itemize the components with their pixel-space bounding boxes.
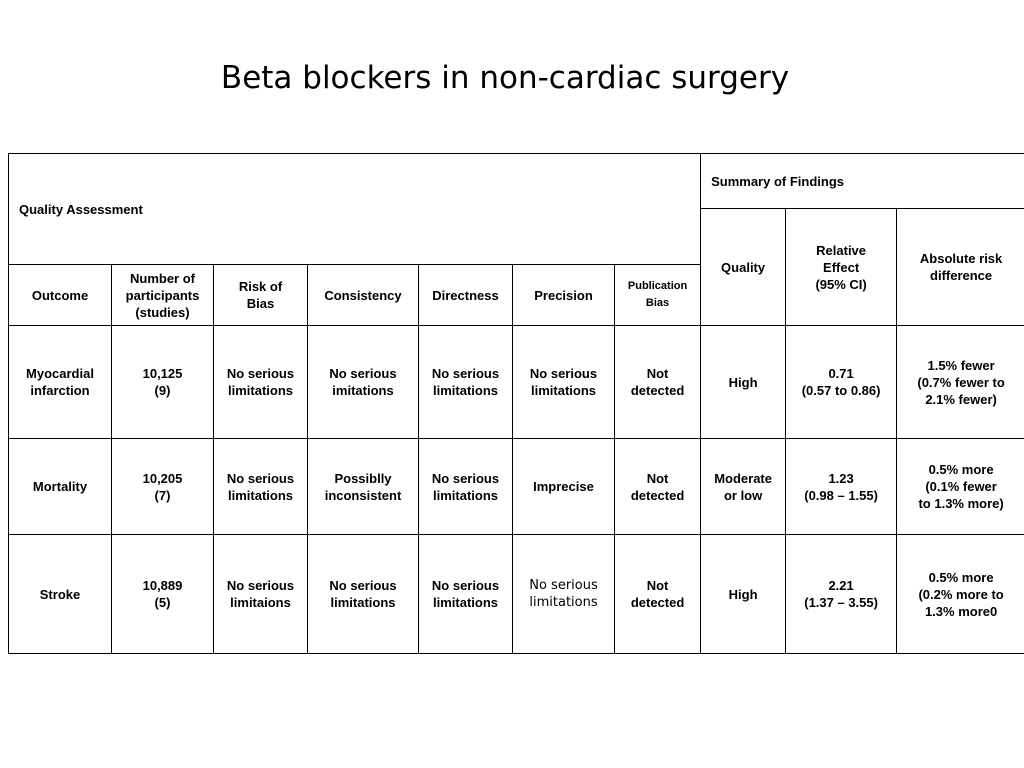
column-header-risk-of-bias: Risk of Bias	[214, 265, 308, 326]
cell-directness: No serious limitations	[419, 439, 513, 535]
cell-risk-of-bias: No serious limitaions	[214, 535, 308, 654]
cell-consistency: No serious limitations	[308, 535, 419, 654]
cell-precision: No serious limitations	[513, 326, 615, 439]
column-header-participants: Number of participants (studies)	[112, 265, 214, 326]
slide-title: Beta blockers in non-cardiac surgery	[220, 60, 790, 96]
cell-relative-effect: 0.71 (0.57 to 0.86)	[786, 326, 897, 439]
cell-participants: 10,125 (9)	[112, 326, 214, 439]
table-row	[9, 535, 1024, 654]
cell-absolute-risk: 0.5% more (0.1% fewer to 1.3% more)	[897, 439, 1024, 535]
cell-consistency: No serious imitations	[308, 326, 419, 439]
cell-absolute-risk: 0.5% more (0.2% more to 1.3% more0	[897, 535, 1024, 654]
cell-absolute-risk: 1.5% fewer (0.7% fewer to 2.1% fewer)	[897, 326, 1024, 439]
column-header-directness: Directness	[419, 265, 513, 326]
cell-precision: No serious limitations	[513, 535, 615, 654]
cell-quality: Moderate or low	[701, 439, 786, 535]
cell-relative-effect: 1.23 (0.98 – 1.55)	[786, 439, 897, 535]
cell-publication-bias: Not detected	[615, 439, 701, 535]
summary-of-findings-header: Summary of Findings	[701, 154, 1024, 209]
cell-risk-of-bias: No serious limitations	[214, 326, 308, 439]
cell-directness: No serious limitations	[419, 326, 513, 439]
cell-outcome: Stroke	[9, 535, 112, 654]
header-row-group	[9, 154, 1024, 209]
cell-publication-bias: Not detected	[615, 535, 701, 654]
column-header-outcome: Outcome	[9, 265, 112, 326]
cell-relative-effect: 2.21 (1.37 – 3.55)	[786, 535, 897, 654]
cell-risk-of-bias: No serious limitations	[214, 439, 308, 535]
cell-directness: No serious limitations	[419, 535, 513, 654]
column-header-consistency: Consistency	[308, 265, 419, 326]
cell-consistency: Possiblly inconsistent	[308, 439, 419, 535]
cell-outcome: Mortality	[9, 439, 112, 535]
grade-evidence-table	[8, 153, 1024, 654]
column-header-relative-effect: Relative Effect (95% CI)	[786, 209, 897, 326]
table-row	[9, 439, 1024, 535]
column-header-quality: Quality	[701, 209, 786, 326]
cell-quality: High	[701, 326, 786, 439]
column-header-absolute-risk: Absolute risk difference	[897, 209, 1024, 326]
cell-quality: High	[701, 535, 786, 654]
column-header-precision: Precision	[513, 265, 615, 326]
cell-outcome: Myocardial infarction	[9, 326, 112, 439]
cell-participants: 10,889 (5)	[112, 535, 214, 654]
table-row	[9, 326, 1024, 439]
cell-publication-bias: Not detected	[615, 326, 701, 439]
cell-precision: Imprecise	[513, 439, 615, 535]
cell-participants: 10,205 (7)	[112, 439, 214, 535]
column-header-publication-bias: Publication Bias	[615, 265, 701, 326]
quality-assessment-header: Quality Assessment	[9, 154, 701, 265]
